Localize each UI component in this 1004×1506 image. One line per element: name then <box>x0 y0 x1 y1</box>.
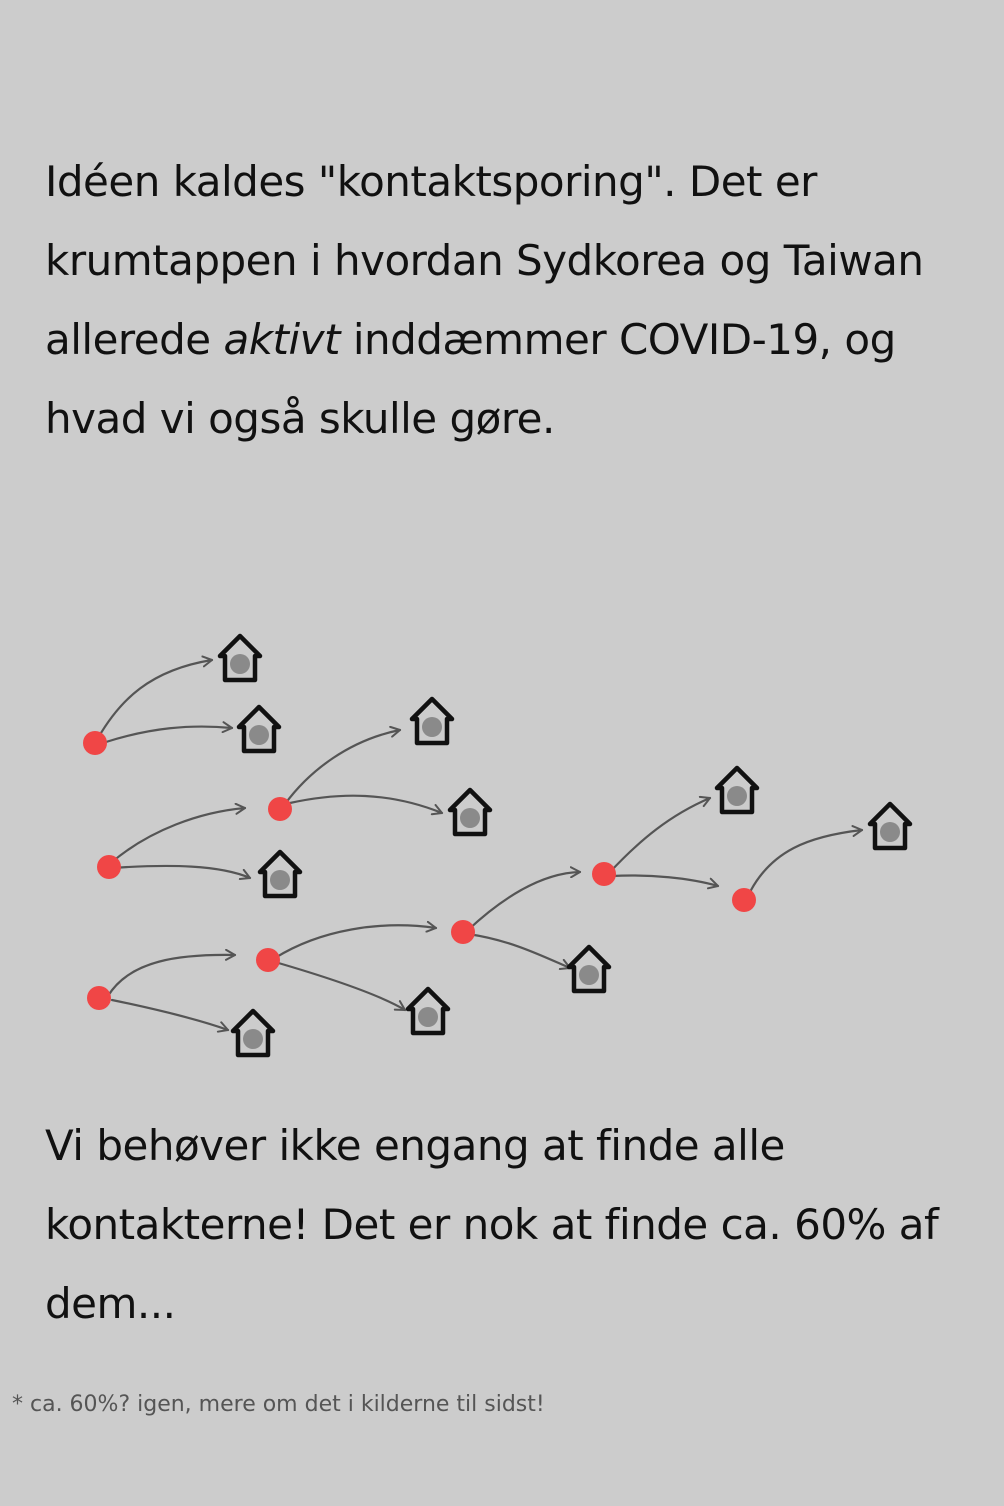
intro-text-part1: Idéen kaldes "kontaktsporing". Det er krumtappen i hvordan Sydkorea og Taiwan allerede <box>45 157 924 364</box>
intro-emphasis: aktivt <box>223 315 340 364</box>
infected-person-dot <box>97 855 121 879</box>
arrow <box>612 875 718 886</box>
house-icon <box>569 947 609 991</box>
arrow <box>108 955 235 996</box>
house-icon <box>408 989 448 1033</box>
arrow <box>468 872 580 930</box>
arrow <box>468 934 570 968</box>
arrow <box>275 925 436 958</box>
house-icon <box>412 699 452 743</box>
infected-person-dot <box>87 986 111 1010</box>
arrow-group <box>98 660 862 1030</box>
arrow <box>610 798 710 872</box>
arrow <box>285 730 400 804</box>
arrow <box>112 866 250 878</box>
infected-group <box>83 731 756 1010</box>
arrow <box>112 808 245 862</box>
infected-person-dot <box>83 731 107 755</box>
outro-paragraph: Vi behøver ikke engang at finde alle kontakterne! Det er nok at finde ca. 60% af dem... <box>45 1121 939 1328</box>
infected-person-dot <box>451 920 475 944</box>
house-icon <box>260 852 300 896</box>
house-icon <box>870 804 910 848</box>
infected-person-dot <box>268 797 292 821</box>
arrow <box>290 796 442 813</box>
infected-person-dot <box>592 862 616 886</box>
arrow <box>106 727 232 742</box>
intro-text-part2: inddæmmer COVID-19, og hvad vi også skulle gøre. <box>45 315 896 443</box>
house-icon <box>239 707 279 751</box>
arrow <box>748 830 862 896</box>
house-icon <box>717 768 757 812</box>
house-icon <box>220 636 260 680</box>
house-group <box>220 636 910 1055</box>
intro-paragraph <box>45 142 945 458</box>
arrow <box>112 1000 228 1030</box>
footnote: * ca. 60%? igen, mere om det i kilderne til sidst! <box>12 1392 545 1417</box>
infected-person-dot <box>732 888 756 912</box>
contact-tracing-diagram <box>0 600 1004 1080</box>
arrow <box>275 962 405 1010</box>
house-icon <box>233 1011 273 1055</box>
infected-person-dot <box>256 948 280 972</box>
house-icon <box>450 790 490 834</box>
